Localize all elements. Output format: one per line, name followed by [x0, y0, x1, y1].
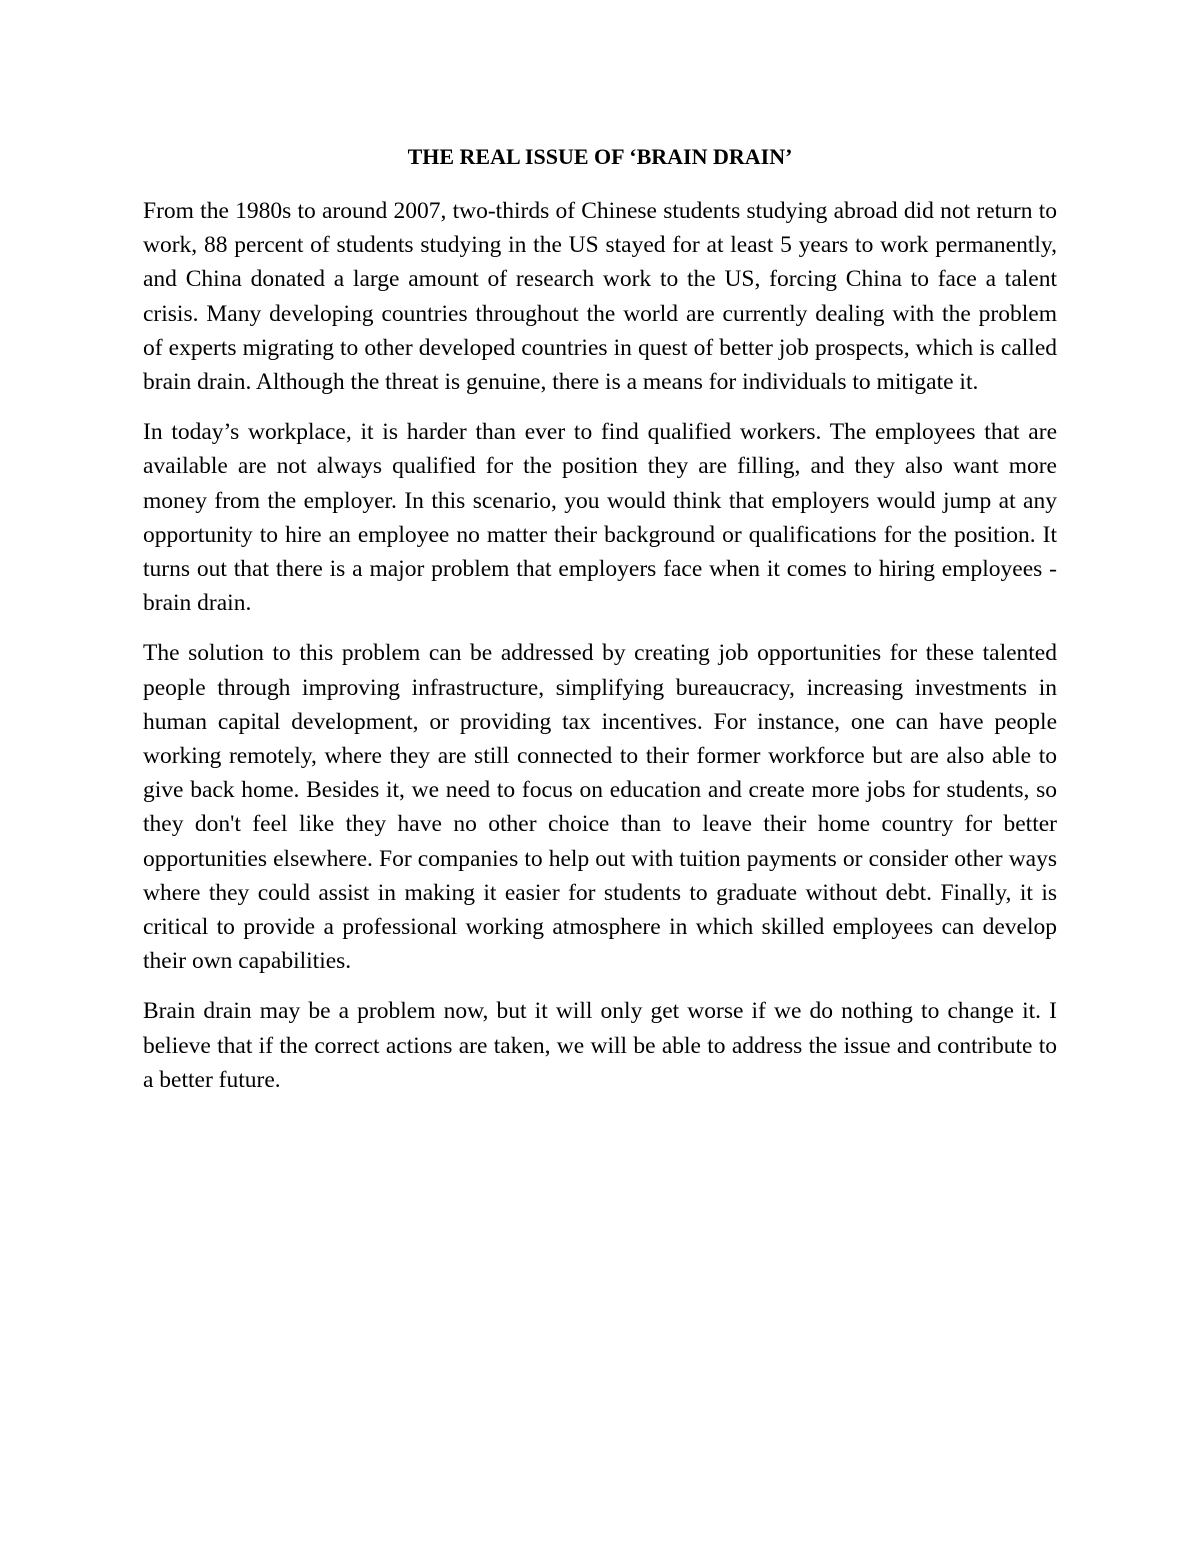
document-body	[143, 140, 1057, 1113]
paragraph-workplace: In today’s workplace, it is harder than ever to find qualified workers. The employees that are available are not always qualified for the position they are filling, and they also want more money from the employer. In this scenario, you would think that employers would jump at any opportunity to hire an employee no matter their background or qualifications for the position. It turns out that there is a major problem that employers face when it comes to hiring employees - brain drain.	[143, 419, 1057, 617]
paragraph-intro: From the 1980s to around 2007, two-thirds of Chinese students studying abroad did not return to work, 88 percent of students studying in the US stayed for at least 5 years to work permanently, and China donated a large amount of research work to the US, forcing China to face a talent crisis. Many developing countries throughout the world are currently dealing with the problem of experts migrating to other developed countries in quest of better job prospects, which is called brain drain. Although the threat is genuine, there is a means for individuals to mitigate it.	[143, 198, 1057, 396]
paragraph-solution: The solution to this problem can be addressed by creating job opportunities for these talented people through improving infrastructure, simplifying bureaucracy, increasing investments in human capital development, or providing tax incentives. For instance, one can have people working remotely, where they are still connected to their former workforce but are also able to give back home. Besides it, we need to focus on education and create more jobs for students, so they don't feel like they have no other choice than to leave their home country for better opportunities elsewhere. For companies to help out with tuition payments or consider other ways where they could assist in making it easier for students to graduate without debt. Finally, it is critical to provide a professional working atmosphere in which skilled employees can develop their own capabilities.	[143, 640, 1057, 975]
document-title: THE REAL ISSUE OF ‘BRAIN DRAIN’	[407, 144, 793, 169]
paragraph-conclusion: Brain drain may be a problem now, but it will only get worse if we do nothing to change it. I believe that if the correct actions are taken, we will be able to address the issue and contribute to a better future.	[143, 998, 1057, 1093]
